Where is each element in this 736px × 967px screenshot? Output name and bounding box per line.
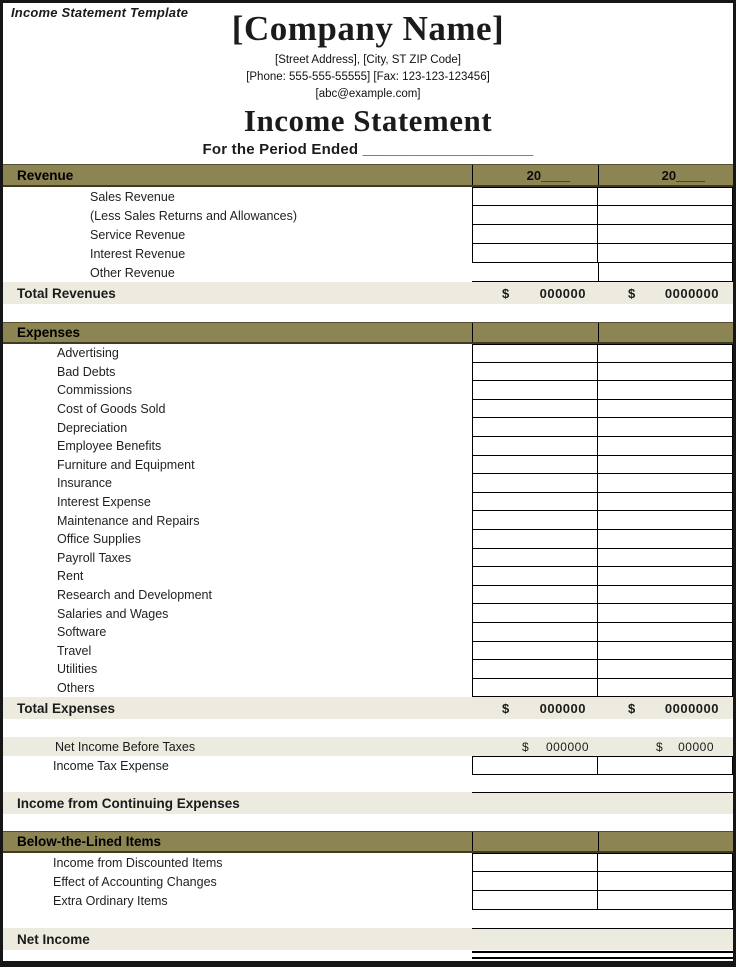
value-cell-year1[interactable] (472, 567, 598, 586)
value-cell-year1[interactable] (472, 604, 598, 623)
line-item-row (3, 567, 733, 586)
spacer (3, 775, 733, 792)
line-item-row (3, 381, 733, 400)
total-revenues-label: Total Revenues (17, 285, 116, 301)
revenue-items (3, 187, 733, 282)
line-item-label: Furniture and Equipment (57, 457, 195, 472)
value-cell-year2[interactable] (598, 586, 733, 605)
spacer (3, 910, 733, 928)
line-item-row (3, 853, 733, 872)
line-item-row (3, 474, 733, 493)
value-cell-year2[interactable] (598, 400, 733, 419)
value-cell-year2[interactable] (598, 530, 733, 549)
value-cell-year1[interactable] (472, 206, 598, 225)
line-item-row (3, 437, 733, 456)
net-income-label: Net Income (17, 931, 90, 947)
line-item-row (3, 263, 733, 282)
line-item-row (3, 493, 733, 512)
line-item-label: Insurance (57, 476, 112, 491)
line-item-label: (Less Sales Returns and Allowances) (90, 208, 298, 223)
expenses-header-cell-year2 (598, 323, 733, 342)
line-item-row (3, 549, 733, 568)
line-item-row (3, 225, 733, 244)
expenses-section-header (3, 322, 733, 344)
letterhead (3, 3, 733, 164)
value-cell-year1[interactable] (472, 400, 598, 419)
value-cell-year2[interactable] (598, 623, 733, 642)
line-item-row (3, 344, 733, 363)
line-item-row (3, 660, 733, 679)
double-underline (472, 951, 733, 959)
expenses-header-label: Expenses (17, 325, 81, 340)
value-cell-year2[interactable] (598, 474, 733, 493)
value-cell-year2[interactable] (598, 853, 733, 872)
line-item-row (3, 400, 733, 419)
value-cell-year2[interactable] (598, 206, 733, 225)
value-cell-year1[interactable] (472, 511, 598, 530)
line-item-row (3, 244, 733, 263)
value-cell-year1[interactable] (472, 381, 598, 400)
value-cell-year2[interactable] (598, 642, 733, 661)
value-cell-year2[interactable] (598, 381, 733, 400)
value-cell-year2[interactable] (598, 263, 733, 282)
line-item-label: Payroll Taxes (57, 550, 132, 565)
amount: 000000 (545, 739, 589, 754)
value-cell-year2[interactable] (598, 679, 733, 698)
amount: 0000000 (664, 285, 719, 301)
company-name: [Company Name] (231, 9, 505, 48)
line-item-row (3, 679, 733, 698)
line-item-row (3, 872, 733, 891)
phone-fax-line: [Phone: 555-555-55555] [Fax: 123-123-123456] (246, 71, 490, 84)
value-cell-year2[interactable] (598, 456, 733, 475)
line-item-label: Interest Revenue (90, 246, 186, 261)
value-cell-year2[interactable] (598, 549, 733, 568)
line-item-label: Interest Expense (57, 495, 151, 510)
net-income-row (3, 928, 733, 950)
value-cell-year2[interactable] (598, 418, 733, 437)
currency-sign: $ (656, 739, 664, 754)
amount: 00000 (678, 739, 714, 754)
nibt-year1-value (472, 740, 598, 754)
nibt-year2-value (598, 740, 733, 754)
line-item-row (3, 206, 733, 225)
expense-items (3, 344, 733, 697)
below-the-line-items (3, 853, 733, 910)
value-cell-year1[interactable] (472, 623, 598, 642)
value-cell-year1[interactable] (472, 225, 598, 244)
line-item-label: Research and Development (57, 588, 212, 603)
email-line: [abc@example.com] (315, 88, 421, 101)
net-income-before-taxes-label: Net Income Before Taxes (55, 739, 196, 754)
currency-sign: $ (502, 285, 510, 301)
value-cell-year1[interactable] (472, 586, 598, 605)
line-item-row (3, 623, 733, 642)
income-from-continuing-label: Income from Continuing Expenses (17, 795, 240, 811)
line-item-label: Employee Benefits (57, 439, 162, 454)
btl-header-cell-year1 (472, 832, 598, 851)
value-cell-year1[interactable] (472, 363, 598, 382)
value-cell-year1[interactable] (472, 660, 598, 679)
net-income-before-taxes-row (3, 737, 733, 756)
line-item-label: Salaries and Wages (57, 606, 169, 621)
line-item-label: Extra Ordinary Items (53, 893, 168, 908)
value-cell-year2[interactable] (598, 244, 733, 263)
total-expenses-row (3, 697, 733, 719)
line-item-label: Rent (57, 569, 84, 584)
value-cell-year1[interactable] (472, 549, 598, 568)
value-cell-year1[interactable] (472, 872, 598, 891)
income-from-continuing-row (3, 792, 733, 814)
document-title: Income Statement (243, 103, 493, 139)
value-cell-year2[interactable] (598, 344, 733, 363)
value-cell-year2[interactable] (598, 225, 733, 244)
line-item-row (3, 604, 733, 623)
line-item-label: Service Revenue (90, 227, 186, 242)
amount: 000000 (539, 700, 586, 716)
value-cell-year1[interactable] (472, 891, 598, 910)
template-title: Income Statement Template (11, 5, 189, 20)
value-cell-year2[interactable] (598, 511, 733, 530)
year-column-2-header: 20____ (598, 165, 733, 185)
revenue-section-header (3, 164, 733, 187)
amount: 000000 (539, 285, 586, 301)
line-item-label: Office Supplies (57, 532, 141, 547)
line-item-row (3, 891, 733, 910)
income-tax-expense-row (3, 756, 733, 775)
line-item-label: Commissions (57, 383, 133, 398)
value-cell-year1[interactable] (472, 679, 598, 698)
line-item-label: Income from Discounted Items (53, 855, 223, 870)
line-item-label: Utilities (57, 662, 98, 677)
currency-sign: $ (628, 285, 636, 301)
line-item-label: Effect of Accounting Changes (53, 874, 217, 889)
line-item-label: Cost of Goods Sold (57, 402, 166, 417)
total-expenses-year1-value (472, 701, 598, 716)
currency-sign: $ (628, 700, 636, 716)
value-cell-year1[interactable] (472, 493, 598, 512)
line-item-label: Software (57, 625, 107, 640)
line-item-row (3, 187, 733, 206)
value-cell-year1[interactable] (472, 853, 598, 872)
value-cell-year1[interactable] (472, 456, 598, 475)
total-expenses-label: Total Expenses (17, 700, 116, 716)
currency-sign: $ (502, 700, 510, 716)
total-expenses-year2-value (598, 701, 733, 716)
value-cell-year2[interactable] (598, 567, 733, 586)
value-cell-year2[interactable] (598, 891, 733, 910)
income-tax-year2-cell[interactable] (598, 756, 733, 775)
address-block (3, 52, 733, 103)
line-item-row (3, 418, 733, 437)
btl-header-cell-year2 (598, 832, 733, 851)
income-tax-expense-label: Income Tax Expense (53, 758, 169, 773)
line-item-row (3, 511, 733, 530)
line-item-label: Bad Debts (57, 364, 116, 379)
line-item-row (3, 586, 733, 605)
value-cell-year1[interactable] (472, 244, 598, 263)
spacer (3, 719, 733, 737)
value-cell-year2[interactable] (598, 493, 733, 512)
value-cell-year1[interactable] (472, 263, 598, 282)
value-cell-year1[interactable] (472, 437, 598, 456)
value-cell-year1[interactable] (472, 344, 598, 363)
line-item-label: Advertising (57, 346, 119, 361)
total-revenues-year2-value (598, 286, 733, 301)
line-item-label: Sales Revenue (90, 189, 175, 204)
total-revenues-year1-value (472, 286, 598, 301)
line-item-row (3, 642, 733, 661)
value-cell-year2[interactable] (598, 660, 733, 679)
line-item-label: Other Revenue (90, 265, 175, 280)
value-cell-year2[interactable] (598, 604, 733, 623)
income-tax-year1-cell[interactable] (472, 756, 598, 775)
below-the-line-header-label: Below-the-Lined Items (17, 834, 162, 850)
line-item-row (3, 363, 733, 382)
value-cell-year1[interactable] (472, 642, 598, 661)
currency-sign: $ (522, 739, 530, 754)
value-cell-year1[interactable] (472, 530, 598, 549)
year-column-1-header: 20____ (472, 165, 598, 185)
revenue-header-label: Revenue (17, 167, 74, 183)
value-cell-year2[interactable] (598, 437, 733, 456)
value-cell-year1[interactable] (472, 418, 598, 437)
value-cell-year1[interactable] (472, 187, 598, 206)
spacer (3, 814, 733, 831)
amount: 0000000 (664, 700, 719, 716)
value-cell-year2[interactable] (598, 363, 733, 382)
period-ended-line: For the Period Ended ____________________ (202, 141, 534, 159)
line-item-label: Others (57, 680, 95, 695)
total-revenues-row (3, 282, 733, 304)
line-item-label: Travel (57, 643, 92, 658)
line-item-label: Depreciation (57, 420, 128, 435)
line-item-row (3, 530, 733, 549)
expenses-header-cell-year1 (472, 323, 598, 342)
address-line: [Street Address], [City, ST ZIP Code] (275, 54, 461, 67)
line-item-row (3, 456, 733, 475)
below-the-line-section-header (3, 831, 733, 853)
line-item-label: Maintenance and Repairs (57, 513, 200, 528)
value-cell-year2[interactable] (598, 872, 733, 891)
spacer (3, 304, 733, 322)
value-cell-year1[interactable] (472, 474, 598, 493)
value-cell-year2[interactable] (598, 187, 733, 206)
